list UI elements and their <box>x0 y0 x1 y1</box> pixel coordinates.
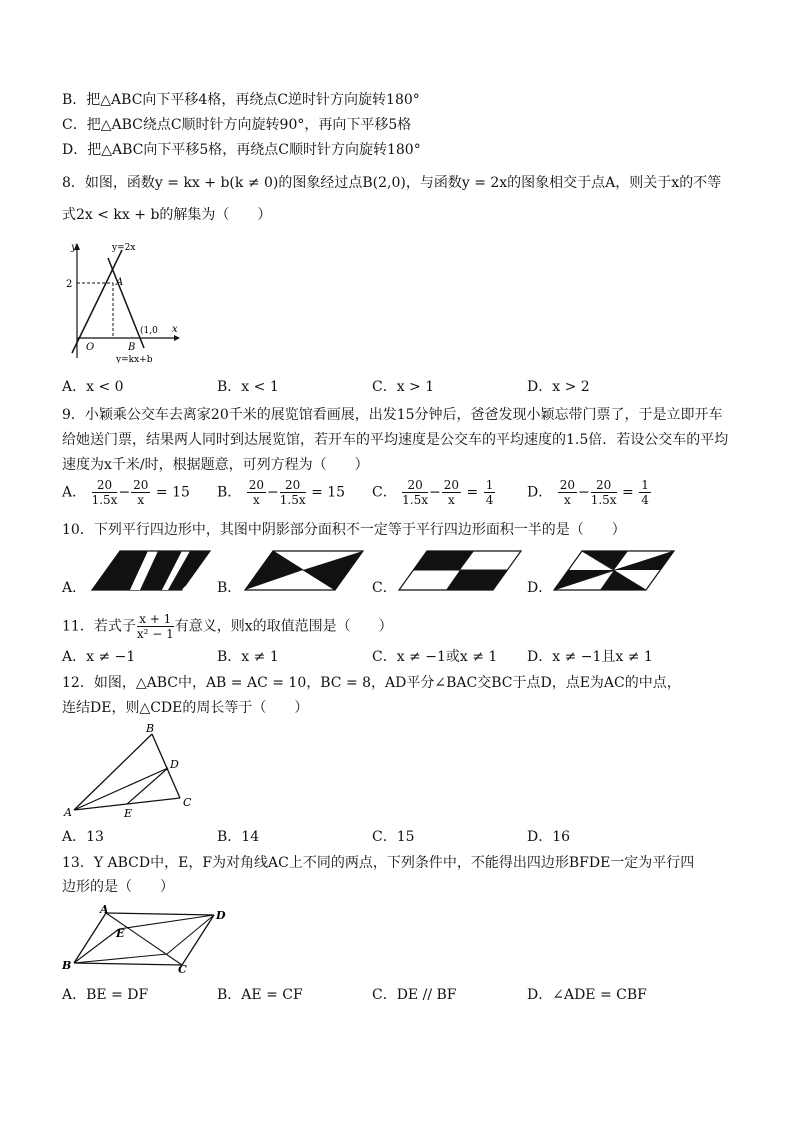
q13-option-b: B．AE = CF <box>217 987 303 1003</box>
q12-stem-line1: 12．如图，△ABC中，AB = AC = 10，BC = 8，AD平分∠BAC交BC于点D，点E为AC的中点， <box>62 675 681 691</box>
q10-option-b-label: B． <box>217 580 242 596</box>
q13-label-b: B <box>62 959 72 972</box>
q12-label-d: D <box>170 758 179 771</box>
q13-label-d: D <box>216 909 226 922</box>
q12-stem-line2: 连结DE，则△CDE的周长等于（ ） <box>62 700 309 716</box>
q7-option-d: D．把△ABC向下平移5格，再绕点C顺时针方向旋转180° <box>62 142 421 158</box>
q9-option-b: B． $\frac{20}{x}$ − $\frac{20}{1.5x}$ = 15 <box>217 478 346 507</box>
q12-option-b: B．14 <box>217 829 260 845</box>
q8-line1-label: y=2x <box>112 243 136 253</box>
q12-label-c: C <box>183 796 192 809</box>
q8-point-label: (1,0 <box>140 326 158 336</box>
q10-option-c-label: C． <box>372 580 397 596</box>
q8-option-d: D．x > 2 <box>527 379 590 395</box>
q7-option-b: B．把△ABC向下平移4格，再绕点C逆时针方向旋转180° <box>62 92 420 108</box>
q9-stem-line3: 速度为x千米/时，根据题意，可列方程为（ ） <box>62 457 369 473</box>
q12-label-e: E <box>124 807 133 820</box>
q12-option-d: D．16 <box>527 829 571 845</box>
q13-stem-line2: 边形的是（ ） <box>62 879 174 895</box>
q11-option-d: D．x ≠ −1且x ≠ 1 <box>527 649 653 665</box>
q8-stem-line1: 8．如图，函数y = kx + b(k ≠ 0)的图象经过点B(2,0)，与函数y = 2x的图象相交于点A，则关于x的不等 <box>62 175 722 191</box>
q8-line2-label: y=kx+b <box>116 355 153 363</box>
q8-stem-line2: 式2x < kx + b的解集为（ ） <box>62 207 272 223</box>
q10-option-a-label: A． <box>62 580 87 596</box>
q9-option-c: C． $\frac{20}{1.5x}$ − $\frac{20}{x}$ = $\frac{1}{4}$ <box>372 478 494 507</box>
q9-option-d: D． $\frac{20}{x}$ − $\frac{20}{1.5x}$ = $\frac{1}{4}$ <box>527 478 649 507</box>
q8-y-axis-label: y <box>71 242 77 253</box>
q10-stem: 10．下列平行四边形中，其图中阴影部分面积不一定等于平行四边形面积一半的是（ ） <box>62 522 626 538</box>
q10-figure-c <box>397 548 523 593</box>
q12-figure <box>62 722 202 820</box>
q8-figure <box>62 238 182 363</box>
q13-label-a: A <box>100 903 109 916</box>
q13-option-d: D．∠ADE = CBF <box>527 987 647 1003</box>
q12-option-c: C．15 <box>372 829 415 845</box>
q7-option-c: C．把△ABC绕点C顺时针方向旋转90°，再向下平移5格 <box>62 117 412 133</box>
q8-origin: O <box>86 342 95 353</box>
q13-option-c: C．DE // BF <box>372 987 457 1003</box>
q11-option-b: B．x ≠ 1 <box>217 649 279 665</box>
q10-figure-b <box>243 548 365 593</box>
q8-tick-2: 2 <box>66 279 73 290</box>
q8-point-b: B <box>128 342 136 353</box>
q11-option-a: A．x ≠ −1 <box>62 649 136 665</box>
q12-option-a: A．13 <box>62 829 104 845</box>
q13-stem-line1: 13．Y ABCD中，E，F为对角线AC上不同的两点，下列条件中，不能得出四边形BFDE一定为平行四 <box>62 855 695 871</box>
q10-option-d-label: D． <box>527 580 553 596</box>
q12-label-a: A <box>64 806 72 819</box>
q8-x-axis-label: x <box>172 324 178 335</box>
q13-label-e: E <box>116 927 125 940</box>
q13-option-a: A．BE = DF <box>62 987 149 1003</box>
q8-point-a: A <box>116 277 124 288</box>
q11-option-c: C．x ≠ −1或x ≠ 1 <box>372 649 498 665</box>
q12-label-b: B <box>146 722 155 735</box>
q10-figure-a <box>90 548 212 593</box>
q10-figure-d <box>552 548 676 593</box>
q13-label-c: C <box>178 963 187 975</box>
q8-option-c: C．x > 1 <box>372 379 435 395</box>
q9-stem-line2: 给她送门票，结果两人同时到达展览馆，若开车的平均速度是公交车的平均速度的1.5倍．若设公交车的平均 <box>62 432 729 448</box>
q13-figure <box>62 903 232 975</box>
q8-option-b: B．x < 1 <box>217 379 279 395</box>
q8-option-a: A．x < 0 <box>62 379 124 395</box>
q9-stem-line1: 9．小颖乘公交车去离家20千米的展览馆看画展，出发15分钟后，爸爸发现小颖忘带门票了，于是立即开车 <box>62 407 723 423</box>
q11-stem: 11．若式子 $\frac{x + 1}{\text{x² − 1}}$ 有意义，则x的取值范围是（ ） <box>62 612 393 641</box>
q9-option-a: A． $\frac{20}{1.5x}$ − $\frac{20}{x}$ = 15 <box>62 478 190 507</box>
